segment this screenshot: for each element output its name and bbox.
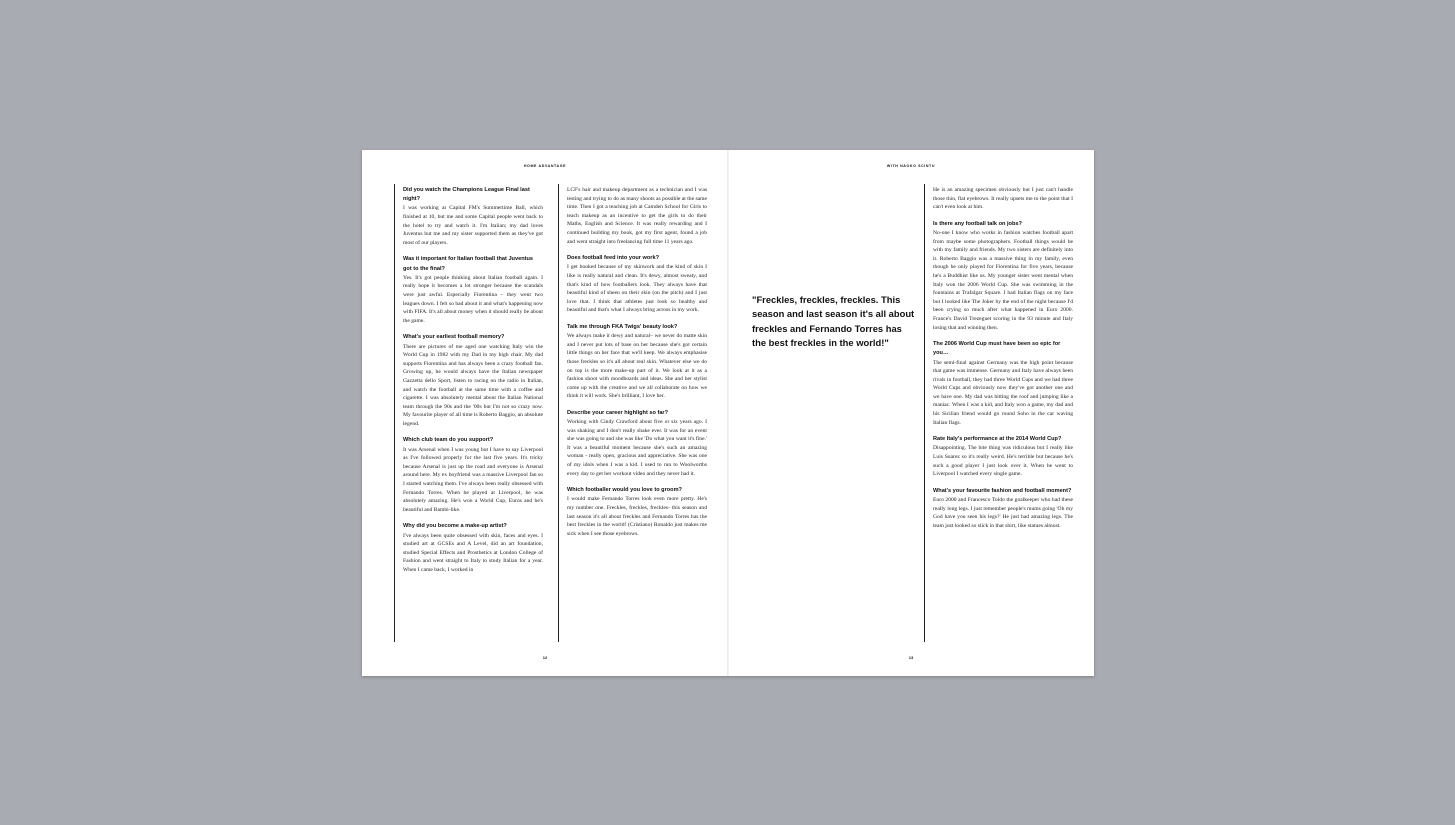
interview-answer: I get booked because of my skinwork and the kind of skin I like is really natural and clean. It's dewy, almost sweaty, and that's kind of how footballers look. They always have that beautiful kind of sheen on their skin (on the pitch) and I just love that. I think that athletes just look so healthy and beautiful and that's what I always bring across in my work. — [567, 264, 707, 314]
magazine-spread — [362, 150, 1094, 676]
interview-question: Does football feed into your work? — [567, 255, 659, 262]
interview-question: Which club team do you support? — [403, 437, 494, 444]
text-column-2 — [567, 186, 707, 642]
qa-block — [933, 435, 1073, 479]
qa-block — [567, 486, 707, 538]
qa-block — [403, 436, 543, 514]
interview-question: Did you watch the Champions League Final last night? — [403, 187, 530, 203]
interview-question: Describe your career highlight so far? — [567, 409, 669, 416]
page-number-right: 13 — [908, 655, 914, 660]
qa-block — [403, 186, 543, 247]
interview-answer: Yes. It's got people thinking about Italian football again. I really hope it becomes a lot stronger because the scandals were just awful. Especially Fiorentina – they went two leagues down. I felt so bad about it and what's happening now with FIFA. It's all about money when it should really be about the game. — [403, 274, 543, 324]
interview-answer: It was Arsenal when I was young but I have to say Liverpool as I've followed properly for the last five years. It's tricky because Arsenal is just up the road and everyone is Arsenal around here. My ex boyfriend was a massive Liverpool fan so I started watching them. I've always been really obsessed with Fernando Torres. When he played at Liverpool, he was absolutely amazing. He's won a World Cup, Euros and he's beautiful and Bambi-like. — [403, 446, 543, 513]
interview-answer: No-one I know who works in fashion watches football apart from maybe some photographers. Football things would be with my family and friends. My two sisters are definitely into it. Roberto Baggio was a massive thing in my family, even though he only played for Fiorentina for five years, because he's a Buddhist like us. My younger sister went mental when Italy won the 2006 World Cup. She was swimming in the fountains at Trafalgar Square. I had Italian flags on my face but I looked like The Joker by the end of the night because I'd been crying so much after what happened in Euro 2000. France's David Trezeguet scoring in the 93 minute and Italy losing that and winning then. — [933, 229, 1073, 331]
running-head-right: WITH NAOKO SCINTU — [886, 164, 936, 168]
interview-question: Talk me through FKA Twigs' beauty look? — [567, 323, 678, 330]
interview-answer: He is an amazing specimen obviously but I just can't handle those thin, flat eyebrows. It really upsets me to the point that I can't even look at him. — [933, 187, 1073, 211]
qa-block — [567, 254, 707, 315]
qa-block — [567, 323, 707, 401]
interview-question: What's your favourite fashion and football moment? — [933, 487, 1072, 494]
qa-block — [567, 186, 707, 246]
interview-answer: I was working at Capital FM's Summertime Ball, which finished at 10, but me and some Capital people went back to the hotel to try and watch it. I'm Italian; my dad loves Juventus but me and my sister supported them as they've got most of our players. — [403, 205, 543, 246]
interview-answer: There are pictures of me aged one watching Italy win the World Cup in 1982 with my Dad in my high chair. My dad supports Fiorentina and has always been a crazy football fan. Growing up, he would always have the Italian newspaper Gazzetta dello Sport, listen to racing on the radio in Italian, and watch the football at the same time with a coffee and cigarette. I was absolutely mental about the Italian National team through the 90s and the '00s but I'm not so crazy now. My favourite player of all time is Roberto Baggio, an absolute legend. — [403, 343, 543, 427]
qa-block — [567, 409, 707, 478]
interview-answer: Euro 2000 and Francesco Toldo the goalkeeper who had these really long legs. I just remember people's mums going 'Oh my God have you seen his legs?' He just had amazing legs. The team just looked so slick in that shirt, like statues almost. — [933, 497, 1073, 529]
interview-question: Is there any football talk on jobs? — [933, 220, 1022, 227]
qa-block — [933, 186, 1073, 212]
page-number-left: 12 — [542, 655, 548, 660]
interview-question: What's your earliest football memory? — [403, 334, 505, 341]
right-page — [728, 150, 1094, 676]
interview-answer: I would make Fernando Torres look even more pretty. He's my number one. Freckles, freckles, freckles- this season and last season it's all about freckles and Fernando Torres has the best freckles in the world! (Cristiano) Ronaldo just makes me sick when I see those eyebrows. — [567, 496, 707, 537]
qa-block — [933, 487, 1073, 531]
column-rule-right — [924, 184, 925, 642]
interview-answer: Disappointing. The bite thing was ridiculous but I really like Luis Suarez so it's really weird. He's terrible but because he's such a good player I just look over it. When he went to Liverpool I watched every single game. — [933, 445, 1073, 478]
text-column-1 — [403, 186, 543, 642]
interview-question: Why did you become a make-up artist? — [403, 523, 507, 530]
qa-block — [403, 255, 543, 325]
column-rule-left — [394, 184, 395, 642]
qa-block — [403, 333, 543, 428]
interview-answer: LCF's hair and makeup department as a technician and I was testing and trying to do as many shoots as possible at the same time. Then I got a teaching job at Camden School for Girls to teach makeup as an incentive to get the girls to do their Maths, English and Science. It was really rewarding and I continued building my book, got my first agent, found a job and went straight into freelancing full time 11 years ago. — [567, 187, 707, 245]
pull-quote: "Freckles, freckles, freckles. This season and last season it's all about freckles and Fernando Torres has the best freckles in the world!" — [752, 294, 915, 349]
interview-answer: Working with Cindy Crawford about five or six years ago. I was shaking and I don't really shake ever. It was for an event she was going to and she was like 'Do what you want it's fine.' It was a beautiful moment because she's such an amazing woman - really open, gracious and appreciative. She was one of my idols when I was a kid. I used to run to Woolworths every day to get her workout video and they never had it. — [567, 419, 707, 477]
interview-question: Was it important for Italian football that Juventus got to the final? — [403, 256, 534, 272]
interview-question: The 2006 World Cup must have been so epic for you… — [933, 341, 1061, 357]
interview-answer: We always make it dewy and natural– we never do matte skin and I never put lots of base on her because she's got certain little things on her face that we'll keep. We always emphasise those freckles so it's all about real skin. Whatever else we do on top is the more make-up part of it. We look at it as a fashion shoot with moodboards and ideas. She and her stylist come up with the creative and we all collaborate on how we think it will work. She's brilliant, I love her. — [567, 333, 707, 400]
qa-block — [933, 220, 1073, 332]
column-rule-middle — [558, 184, 559, 642]
interview-question: Which footballer would you love to groom? — [567, 487, 682, 494]
qa-block — [403, 522, 543, 574]
interview-answer: The semi-final against Germany was the high point because that game was immense. Germany and Italy have always been rivals in football, they had three World Cups and we had three World Cups and obviously now they've got another one and we have one. My dad was hitting the roof and jumping like a maniac. When I was a kid, and Italy won a game, my dad and his Sicilian friend would go round Soho in the car waving Italian flags. — [933, 359, 1073, 426]
text-column-3 — [933, 186, 1073, 642]
interview-answer: I've always been quite obsessed with skin, faces and eyes. I studied art at GCSEs and A Level, did an art foundation, studied Special Effects and Prosthetics at London College of Fashion and went straight to Italy to study Italian for a year. When I came back, I worked in — [403, 532, 543, 574]
left-page — [362, 150, 728, 676]
qa-block — [933, 340, 1073, 427]
running-head-left: HOME ADVANTAGE — [523, 164, 567, 168]
interview-question: Rate Italy's performance at the 2014 World Cup? — [933, 436, 1062, 443]
